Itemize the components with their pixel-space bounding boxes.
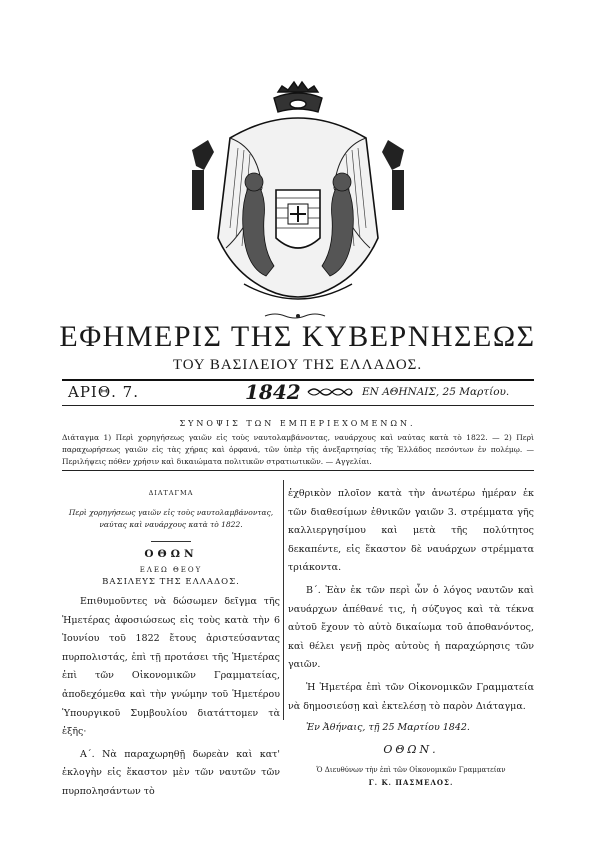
- countersign-name: Γ. Κ. ΠΑΣΜΕΛΟΣ.: [368, 778, 454, 788]
- synopsis-rule: [62, 470, 534, 471]
- right-paragraph-2: Β΄. Ἐὰν ἐκ τῶν περὶ ὧν ὁ λόγος ναυτῶν καὶ ναυάρχων ἀπέθανέ τις, ἡ σύζυγος καὶ τὰ τέκνα αὐτοῦ ἔχουν τὸ αὐτὸ δικαίωμα τοῦ ἀποθανόντος, καὶ θέλει γενῇ πρὸς αὐτοὺς ἡ παραχώρησις τῶν γαιῶν.: [288, 584, 534, 671]
- issue-number: ΑΡΙΘ. 7.: [68, 383, 139, 401]
- by-grace-of-god: ΕΛΕΩ ΘΕΟΥ: [139, 566, 203, 574]
- issue-place-date: ΕΝ ΑΘΗΝΑΙΣ, 25 Μαρτίου.: [362, 386, 510, 398]
- king-signature: ΟΘΩΝ.: [383, 743, 439, 757]
- left-column: [62, 485, 280, 802]
- right-column: [288, 485, 534, 787]
- issue-year: 1842: [245, 380, 301, 404]
- decree-label: ΔΙΑΤΑΓΜΑ: [148, 489, 194, 497]
- king-title: ΒΑΣΙΛΕΥΣ ΤΗΣ ΕΛΛΑΔΟΣ.: [102, 577, 240, 587]
- gazette-title: ΕΦΗΜΕΡΙΣ ΤΗΣ ΚΥΒΕΡΝΗΣΕΩΣ: [59, 320, 536, 353]
- royal-coat-of-arms: [178, 78, 418, 318]
- header-rule-bottom: [62, 405, 534, 406]
- title-ornament: [263, 312, 333, 320]
- right-paragraph-3: Ἡ Ἡμετέρα ἐπὶ τῶν Οἰκονομικῶν Γραμματεία νὰ δημοσιεύσῃ καὶ ἐκτελέσῃ τὸ παρὸν Διάταγμα.: [288, 681, 534, 712]
- king-name: ΟΘΩΝ: [144, 548, 198, 560]
- decree-divider: [151, 541, 191, 542]
- year-flourish: [306, 386, 354, 398]
- synopsis-heading: ΣΥΝΟΨΙΣ ΤΩΝ ΕΜΠΕΡΙΕΧΟΜΕΝΩΝ.: [179, 419, 416, 428]
- decree-subject: Περὶ χορηγήσεως γαιῶν εἰς τοὺς ναυτολαμβάνοντας, ναύτας καὶ ναυάρχους κατὰ τὸ 1822.: [68, 508, 274, 529]
- decree-paragraph-1: Επιθυμοῦντες νὰ δώσωμεν δεῖγμα τῆς Ἡμετέρας ἀφοσιώσεως εἰς τοὺς κατὰ τὴν 6 Ἰουνίου τοῦ 1822 ἔτους ἀριστεύσαντας πυρπολιστάς, ἐπὶ τῇ προτάσει τῆς Ἡμετέρας ἐπὶ τῶν Οἰκονομικῶν Γραμματείας, ἀποδεχόμεθα καὶ τὴν γνώμην τοῦ Ἡμετέρου Ὑπουργικοῦ Συμβουλίου διατάττομεν τὰ ἑξῆς·: [62, 596, 280, 738]
- decree-paragraph-2: Α΄. Νὰ παραχωρηθῇ δωρεὰν καὶ κατ' ἐκλογὴν εἰς ἕκαστον μὲν τῶν ναυτῶν τῶν πυρπολησάντων τὸ: [62, 748, 280, 797]
- synopsis-text: Διάταγμα 1) Περὶ χορηγήσεως γαιῶν εἰς τοὺς ναυτολαμβάνοντας, ναυάρχους καὶ ναύτας κατὰ τὸ 1822. — 2) Περὶ παραχωρήσεως γαιῶν εἰς τὰς χήρας καὶ ὀρφανά, τῶν ὑπὲρ τῆς ἀνεξαρτησίας τῆς Ἑλλάδος πεσόντων ἐν πολέμῳ. — Περιλήψεις πόθεν χρήσιν καὶ δικαιώματα πολιτικῶν στρατιωτικῶν. — Αγγελίαι.: [62, 433, 534, 466]
- column-divider: [283, 480, 284, 720]
- gazette-subtitle: ΤΟΥ ΒΑΣΙΛΕΙΟΥ ΤΗΣ ΕΛΛΑΔΟΣ.: [172, 357, 423, 373]
- countersign-label: Ὁ Διευθύνων τὴν ἐπὶ τῶν Οἰκονομικῶν Γραμματείαν: [316, 766, 506, 775]
- right-paragraph-1: ἐχθρικὸν πλοῖον κατὰ τὴν ἀνωτέρω ἡμέραν ἐκ τῶν διαθεσίμων ἐθνικῶν γαιῶν 3. στρέμματα γῆς καλλιεργησίμου καὶ μετὰ τῆς πολύτητος δεκαπέντε, εἰς ἕκαστον δὲ ναυάρχων στρέμματα τριάκοντα.: [288, 488, 534, 574]
- decree-date: Ἐν Ἀθήναις, τῇ 25 Μαρτίου 1842.: [306, 722, 470, 734]
